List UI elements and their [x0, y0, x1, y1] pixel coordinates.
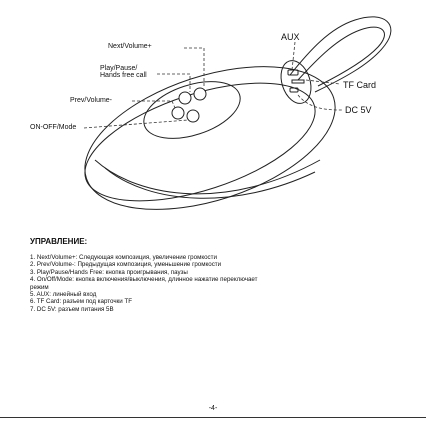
- onoff-button: [187, 110, 199, 122]
- label-dc-5v: DC 5V: [345, 105, 372, 115]
- label-next-volume-up: Next/Volume+: [108, 43, 152, 50]
- label-prev-volume-down: Prev/Volume-: [70, 97, 113, 104]
- strap-inner: [298, 27, 384, 86]
- section-heading: УПРАВЛЕНИЕ:: [30, 237, 88, 246]
- list-item: 7. DC 5V: разъем питания 5В: [30, 305, 114, 313]
- aux-callout-line: [292, 42, 295, 70]
- prev-button: [172, 107, 184, 119]
- list-item: 3. Play/Pause/Hands Free: кнопка проигрывания, паузы: [30, 268, 188, 276]
- list-item: 4. On/Off/Mode: кнопка включения/выключения, длинное нажатие переключает: [30, 276, 258, 284]
- side-port-area: [276, 57, 316, 107]
- play-button: [194, 88, 206, 100]
- controls-list: [30, 254, 410, 313]
- label-play-pause-line1: Play/Pause/: [100, 65, 138, 72]
- list-item: 2. Prev/Volume-: Предыдущая композиция, уменьшение громкости: [30, 261, 222, 269]
- onoff-callout-line: [84, 120, 188, 128]
- list-item: режим: [30, 283, 49, 291]
- page-number: -4-: [208, 405, 218, 412]
- footer-rule: [0, 417, 426, 418]
- label-tf-card: TF Card: [343, 80, 377, 90]
- list-item: 1. Next/Volume+: Следующая композиция, увеличение громкости: [30, 254, 217, 261]
- list-item: 6. TF Card: разъем под карточки TF: [30, 298, 132, 306]
- list-item: 5. AUX: линейный вход: [30, 291, 97, 299]
- play-callout-line: [157, 74, 190, 92]
- label-aux: AUX: [281, 32, 300, 42]
- label-play-pause-line2: Hands free call: [100, 72, 147, 79]
- label-on-off-mode: ON-OFF/Mode: [30, 124, 77, 131]
- tf-slot: [292, 80, 304, 83]
- next-button: [179, 92, 191, 104]
- speaker-rim: [71, 59, 329, 224]
